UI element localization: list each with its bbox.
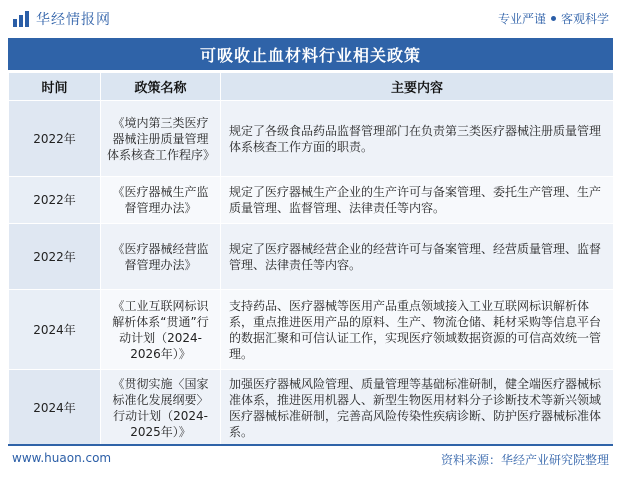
column-header-content: 主要内容 — [221, 73, 614, 101]
cell-year: 2022年 — [9, 224, 101, 290]
cell-policy: 《医疗器械生产监督管理办法》 — [101, 177, 221, 224]
page-title: 可吸收止血材料行业相关政策 — [199, 45, 421, 65]
cell-policy: 《境内第三类医疗器械注册质量管理体系核查工作程序》 — [101, 101, 221, 177]
footer-source: 资料来源：华经产业研究院整理 — [440, 453, 609, 467]
bullet-dot-icon — [551, 16, 556, 21]
column-header-policy: 政策名称 — [101, 73, 221, 101]
table-header-row — [9, 73, 614, 101]
table-row — [9, 370, 614, 446]
slogan-right: 客观科学 — [560, 12, 609, 26]
cell-content: 支持药品、医疗器械等医用产品重点领域接入工业互联网标识解析体系，重点推进医用产品的原料、生产、物流仓储、耗材采购等信息平台的数据汇聚和可信认证工作，实现医疗领域数据资源的可信高效统一管理。 — [221, 290, 614, 370]
footer — [8, 444, 613, 468]
cell-content: 规定了各级食品药品监督管理部门在负责第三类医疗器械注册质量管理体系核查工作方面的职责。 — [221, 101, 614, 177]
table-row — [9, 224, 614, 290]
cell-year: 2022年 — [9, 177, 101, 224]
column-header-time: 时间 — [9, 73, 101, 101]
top-bar — [0, 0, 621, 38]
slogan-left: 专业严谨 — [497, 12, 546, 26]
cell-year: 2024年 — [9, 370, 101, 446]
cell-policy: 《工业互联网标识解析体系“贯通”行动计划（2024-2026年）》 — [101, 290, 221, 370]
cell-content: 规定了医疗器械经营企业的经营许可与备案管理、经营质量管理、监督管理、法律责任等内容。 — [221, 224, 614, 290]
cell-content: 规定了医疗器械生产企业的生产许可与备案管理、委托生产管理、生产质量管理、监督管理、法律责任等内容。 — [221, 177, 614, 224]
title-bar — [8, 38, 613, 70]
policy-table — [8, 72, 614, 446]
brand-name: 华经情报网 — [36, 12, 111, 28]
cell-policy: 《医疗器械经营监督管理办法》 — [101, 224, 221, 290]
cell-year: 2022年 — [9, 101, 101, 177]
bar-chart-logo-icon — [12, 10, 30, 28]
cell-content: 加强医疗器械风险管理、质量管理等基础标准研制，健全端医疗器械标准体系，推进医用机器人、新型生物医用材料分子诊断技术等新兴领域医疗器械标准研制，完善高风险传染性疾病诊断、防护医疗器械标准体系。 — [221, 370, 614, 446]
cell-policy: 《贯彻实施〈国家标准化发展纲要〉行动计划（2024-2025年）》 — [101, 370, 221, 446]
footer-url-link[interactable]: www.huaon.com — [12, 451, 112, 465]
cell-year: 2024年 — [9, 290, 101, 370]
table-row — [9, 177, 614, 224]
table-row — [9, 101, 614, 177]
brand-logo[interactable] — [12, 9, 111, 29]
slogan — [498, 10, 609, 27]
table-row — [9, 290, 614, 370]
